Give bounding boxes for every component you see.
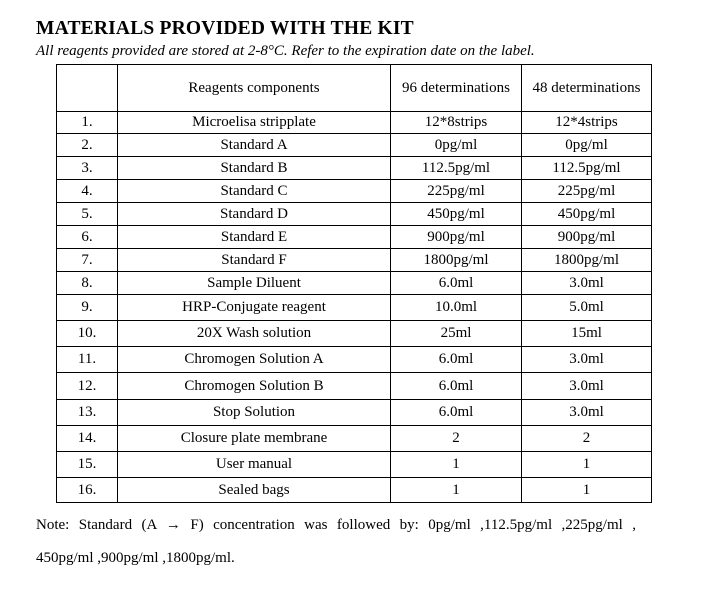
quantity-48: 0pg/ml — [522, 134, 652, 157]
row-number: 6. — [57, 226, 118, 249]
table-body — [57, 112, 652, 503]
row-number: 14. — [57, 426, 118, 452]
table-row — [57, 321, 652, 347]
header-96-determinations: 96 determinations — [391, 65, 522, 112]
reagent-name: Chromogen Solution A — [118, 347, 391, 373]
table-row — [57, 400, 652, 426]
row-number: 2. — [57, 134, 118, 157]
table-row — [57, 452, 652, 478]
row-number: 4. — [57, 180, 118, 203]
table-row — [57, 226, 652, 249]
quantity-96: 10.0ml — [391, 295, 522, 321]
quantity-48: 225pg/ml — [522, 180, 652, 203]
quantity-48: 3.0ml — [522, 373, 652, 400]
table-row — [57, 180, 652, 203]
row-number: 12. — [57, 373, 118, 400]
quantity-48: 2 — [522, 426, 652, 452]
quantity-96: 1 — [391, 452, 522, 478]
row-number: 11. — [57, 347, 118, 373]
quantity-96: 112.5pg/ml — [391, 157, 522, 180]
row-number: 5. — [57, 203, 118, 226]
reagent-name: Standard E — [118, 226, 391, 249]
quantity-48: 1 — [522, 452, 652, 478]
row-number: 3. — [57, 157, 118, 180]
quantity-48: 1800pg/ml — [522, 249, 652, 272]
table-row — [57, 157, 652, 180]
row-number: 9. — [57, 295, 118, 321]
table-row — [57, 272, 652, 295]
quantity-48: 900pg/ml — [522, 226, 652, 249]
reagent-name: Standard B — [118, 157, 391, 180]
reagent-name: Standard A — [118, 134, 391, 157]
reagent-name: Microelisa stripplate — [118, 112, 391, 134]
quantity-96: 6.0ml — [391, 347, 522, 373]
reagent-name: Sample Diluent — [118, 272, 391, 295]
quantity-48: 1 — [522, 478, 652, 503]
quantity-96: 12*8strips — [391, 112, 522, 134]
quantity-48: 3.0ml — [522, 347, 652, 373]
quantity-96: 1 — [391, 478, 522, 503]
quantity-96: 6.0ml — [391, 272, 522, 295]
reagent-name: Standard F — [118, 249, 391, 272]
table-row — [57, 112, 652, 134]
quantity-96: 1800pg/ml — [391, 249, 522, 272]
row-number: 16. — [57, 478, 118, 503]
reagent-name: Closure plate membrane — [118, 426, 391, 452]
table-row — [57, 295, 652, 321]
reagent-name: Sealed bags — [118, 478, 391, 503]
reagent-name: Chromogen Solution B — [118, 373, 391, 400]
row-number: 1. — [57, 112, 118, 134]
table-row — [57, 249, 652, 272]
reagent-name: Stop Solution — [118, 400, 391, 426]
table-row — [57, 478, 652, 503]
quantity-96: 6.0ml — [391, 373, 522, 400]
quantity-48: 3.0ml — [522, 400, 652, 426]
reagent-name: User manual — [118, 452, 391, 478]
quantity-96: 225pg/ml — [391, 180, 522, 203]
row-number: 7. — [57, 249, 118, 272]
section-title: MATERIALS PROVIDED WITH THE KIT — [36, 18, 414, 39]
reagent-name: Standard C — [118, 180, 391, 203]
table-row — [57, 347, 652, 373]
quantity-48: 5.0ml — [522, 295, 652, 321]
row-number: 10. — [57, 321, 118, 347]
header-48-determinations: 48 determinations — [522, 65, 652, 112]
header-reagent-components: Reagents components — [118, 65, 391, 112]
reagent-name: 20X Wash solution — [118, 321, 391, 347]
table-header-row — [57, 65, 652, 112]
quantity-96: 900pg/ml — [391, 226, 522, 249]
table-row — [57, 426, 652, 452]
row-number: 8. — [57, 272, 118, 295]
quantity-96: 2 — [391, 426, 522, 452]
quantity-96: 6.0ml — [391, 400, 522, 426]
kit-components-table — [56, 64, 652, 503]
row-number: 15. — [57, 452, 118, 478]
quantity-96: 0pg/ml — [391, 134, 522, 157]
table-row — [57, 373, 652, 400]
quantity-48: 15ml — [522, 321, 652, 347]
quantity-48: 112.5pg/ml — [522, 157, 652, 180]
storage-instructions: All reagents provided are stored at 2-8°C. Refer to the expiration date on the label. — [36, 43, 535, 59]
note-line-1: Note: Standard (A → F) concentration was followed by: 0pg/ml ,112.5pg/ml ,225pg/ml , — [36, 517, 636, 533]
quantity-48: 450pg/ml — [522, 203, 652, 226]
quantity-48: 12*4strips — [522, 112, 652, 134]
note-line-2: 450pg/ml ,900pg/ml ,1800pg/ml. — [36, 550, 235, 566]
table-row — [57, 203, 652, 226]
quantity-96: 25ml — [391, 321, 522, 347]
header-number — [57, 65, 118, 112]
reagent-name: Standard D — [118, 203, 391, 226]
quantity-48: 3.0ml — [522, 272, 652, 295]
row-number: 13. — [57, 400, 118, 426]
quantity-96: 450pg/ml — [391, 203, 522, 226]
table-row — [57, 134, 652, 157]
reagent-name: HRP-Conjugate reagent — [118, 295, 391, 321]
